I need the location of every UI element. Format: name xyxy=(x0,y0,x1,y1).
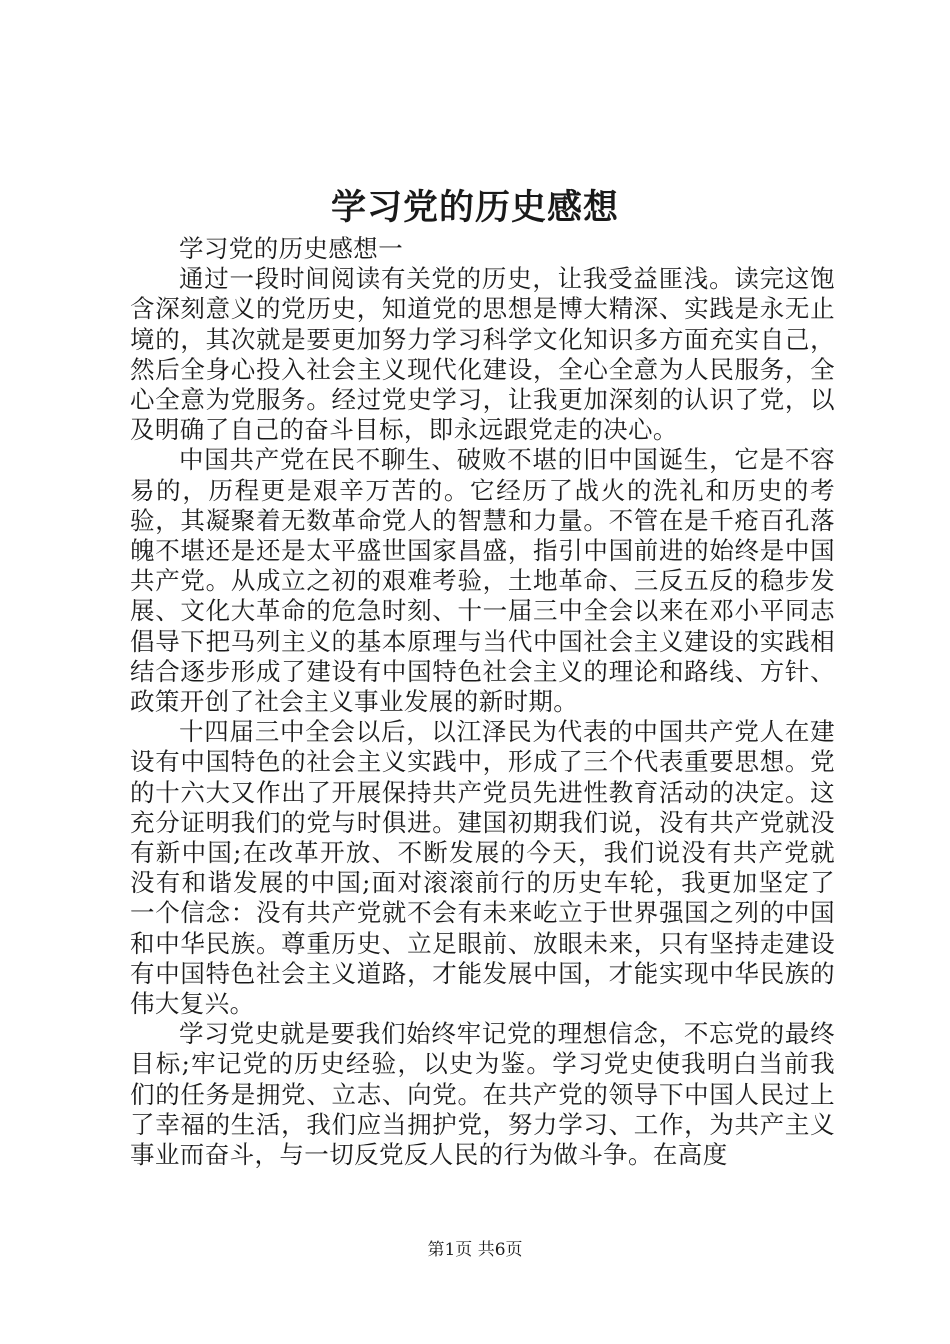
section-subheading: 学习党的历史感想一 xyxy=(179,234,404,263)
document-body xyxy=(130,234,835,1170)
document-title: 学习党的历史感想 xyxy=(330,187,619,228)
body-paragraph: 学习党史就是要我们始终牢记党的理想信念，不忘党的最终目标;牢记党的历史经验，以史为鉴。学习党史使我明白当前我们的任务是拥党、立志、向党。在共产党的领导下中国人民过上了幸福的生活，我们应当拥护党，努力学习、工作，为共产主义事业而奋斗，与一切反党反人民的行为做斗争。在高度 xyxy=(130,1019,835,1170)
body-paragraph: 通过一段时间阅读有关党的历史，让我受益匪浅。读完这饱含深刻意义的党历史，知道党的思想是博大精深、实践是永无止境的，其次就是要更加努力学习科学文化知识多方面充实自己，然后全身心投入社会主义现代化建设，全心全意为人民服务，全心全意为党服务。经过党史学习，让我更加深刻的认识了党，以及明确了自己的奋斗目标，即永远跟党走的决心。 xyxy=(130,264,835,445)
body-paragraph: 十四届三中全会以后，以江泽民为代表的中国共产党人在建设有中国特色的社会主义实践中，形成了三个代表重要思想。党的十六大又作出了开展保持共产党员先进性教育活动的决定。这充分证明我们的党与时俱进。建国初期我们说，没有共产党就没有新中国;在改革开放、不断发展的今天，我们说没有共产党就没有和谐发展的中国;面对滚滚前行的历史车轮，我更加坚定了一个信念：没有共产党就不会有未来屹立于世界强国之列的中国和中华民族。尊重历史、立足眼前、放眼未来，只有坚持走建设有中国特色社会主义道路，才能发展中国，才能实现中华民族的伟大复兴。 xyxy=(130,717,835,1019)
body-paragraph: 中国共产党在民不聊生、破败不堪的旧中国诞生，它是不容易的，历程更是艰辛万苦的。它经历了战火的洗礼和历史的考验，其凝聚着无数革命党人的智慧和力量。不管在是千疮百孔落魄不堪还是还是太平盛世国家昌盛，指引中国前进的始终是中国共产党。从成立之初的艰难考验，土地革命、三反五反的稳步发展、文化大革命的危急时刻、十一届三中全会以来在邓小平同志倡导下把马列主义的基本原理与当代中国社会主义建设的实践相结合逐步形成了建设有中国特色社会主义的理论和路线、方针、政策开创了社会主义事业发展的新时期。 xyxy=(130,445,835,717)
page-number-footer: 第1页 共6页 xyxy=(427,1240,523,1260)
